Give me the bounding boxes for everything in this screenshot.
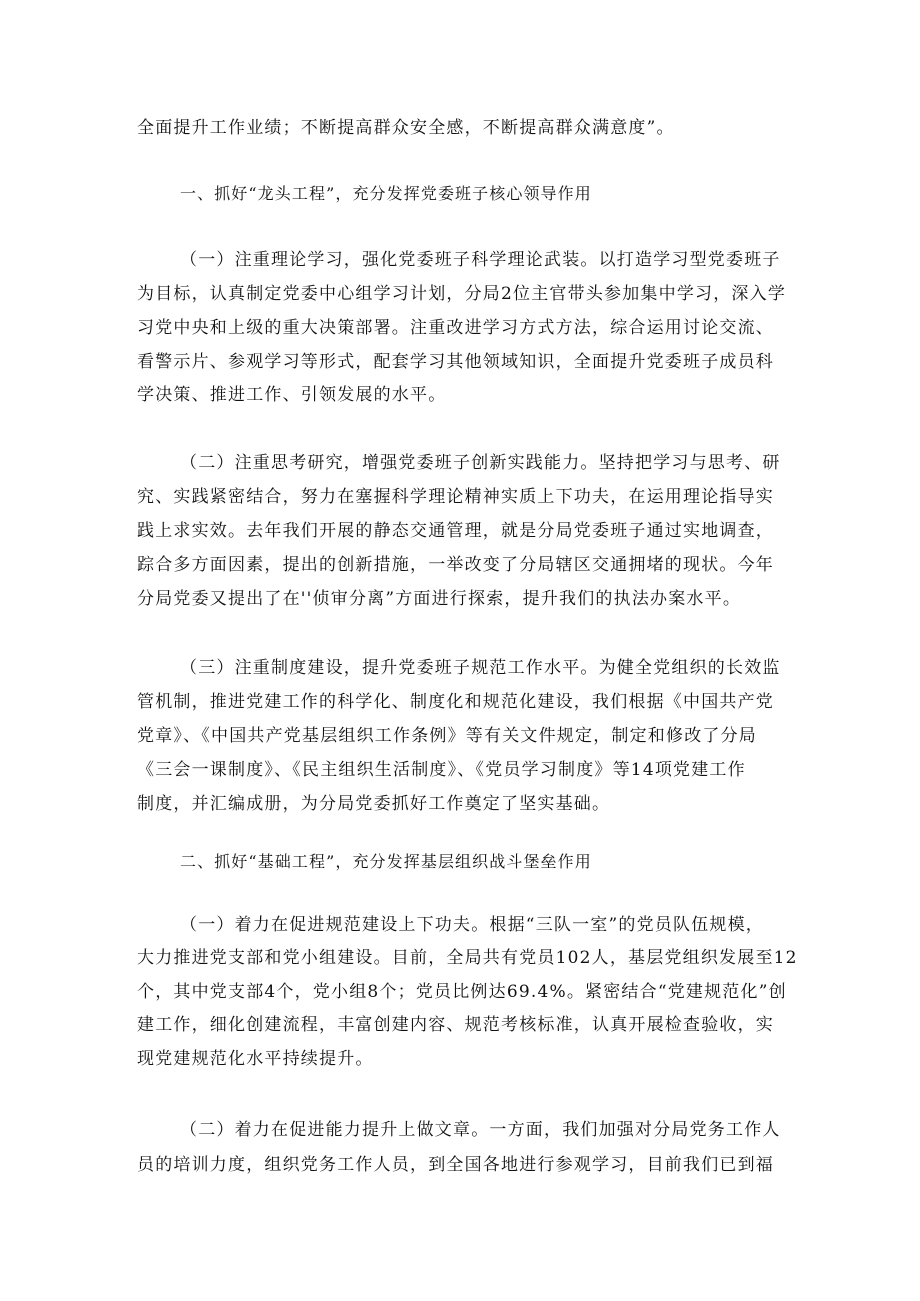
paragraph-line: 建工作，细化创建流程，丰富创建内容、规范考核标准，认真开展检查验收，实: [137, 1015, 774, 1035]
paragraph-line: 踪合多方面因素，提出的创新措施，一举改变了分局辖区交通拥堵的现状。今年: [137, 555, 774, 575]
paragraph-line: 分局党委又提出了在''侦审分离”方面进行探索，提升我们的执法办案水平。: [137, 589, 742, 609]
section-heading-1: 一、抓好“龙头工程”，充分发挥党委班子核心领导作用: [180, 184, 592, 203]
paragraph-line: 看警示片、参观学习等形式，配套学习其他领域知识，全面提升党委班子成员科: [137, 352, 774, 372]
paragraph-line: 全面提升工作业绩；不断提高群众安全感，不断提高群众满意度”。: [137, 118, 675, 138]
paragraph-line: 现党建规范化水平持续提升。: [137, 1049, 374, 1069]
paragraph-line: 为目标，认真制定党委中心组学习计划，分局2位主官带头参加集中学习，深入学: [137, 284, 787, 304]
paragraph-line: 大力推进党支部和党小组建设。目前，全局共有党员102人，基层党组织发展至12: [137, 948, 798, 968]
paragraph-line: （二）注重思考研究，增强党委班子创新实践能力。坚持把学习与思考、研: [180, 453, 781, 473]
paragraph-line: 《三会一课制度》、《民主组织生活制度》、《党员学习制度》等14项党建工作: [137, 760, 746, 780]
paragraph-line: （二）着力在促进能力提升上做文章。一方面，我们加强对分局党务工作人: [180, 1120, 781, 1140]
section-heading-2: 二、抓好“基础工程”，充分发挥基层组织战斗堡垒作用: [180, 852, 592, 871]
paragraph-line: 管机制，推进党建工作的科学化、制度化和规范化建设，我们根据《中国共产党: [137, 692, 774, 712]
paragraph-line: 践上求实效。去年我们开展的静态交通管理，就是分局党委班子通过实地调查，: [137, 521, 774, 541]
paragraph-line: 习党中央和上级的重大决策部署。注重改进学习方式方法，综合运用讨论交流、: [137, 318, 774, 338]
paragraph-line: 制度，并汇编成册，为分局党委抓好工作奠定了坚实基础。: [137, 794, 611, 814]
paragraph-line: 学决策、推进工作、引领发展的水平。: [137, 385, 447, 405]
paragraph-line: 究、实践紧密结合，努力在塞握科学理论精神实质上下功夫，在运用理论指导实: [137, 487, 774, 507]
paragraph-line: （一）注重理论学习，强化党委班子科学理论武装。以打造学习型党委班子: [180, 250, 781, 270]
paragraph-line: （一）着力在促进规范建设上下功夫。根据“三队一室”的党员队伍规模，: [180, 915, 764, 935]
paragraph-line: （三）注重制度建设，提升党委班子规范工作水平。为健全党组织的长效监: [180, 658, 781, 678]
paragraph-line: 员的培训力度，组织党务工作人员，到全国各地进行参观学习，目前我们已到福: [137, 1155, 774, 1175]
paragraph-line: 党章》、《中国共产党基层组织工作条例》等有关文件规定，制定和修改了分局: [137, 726, 757, 746]
paragraph-line: 个，其中党支部4个，党小组8个；党员比例达69.4%。紧密结合“党建规范化”创: [137, 982, 787, 1002]
